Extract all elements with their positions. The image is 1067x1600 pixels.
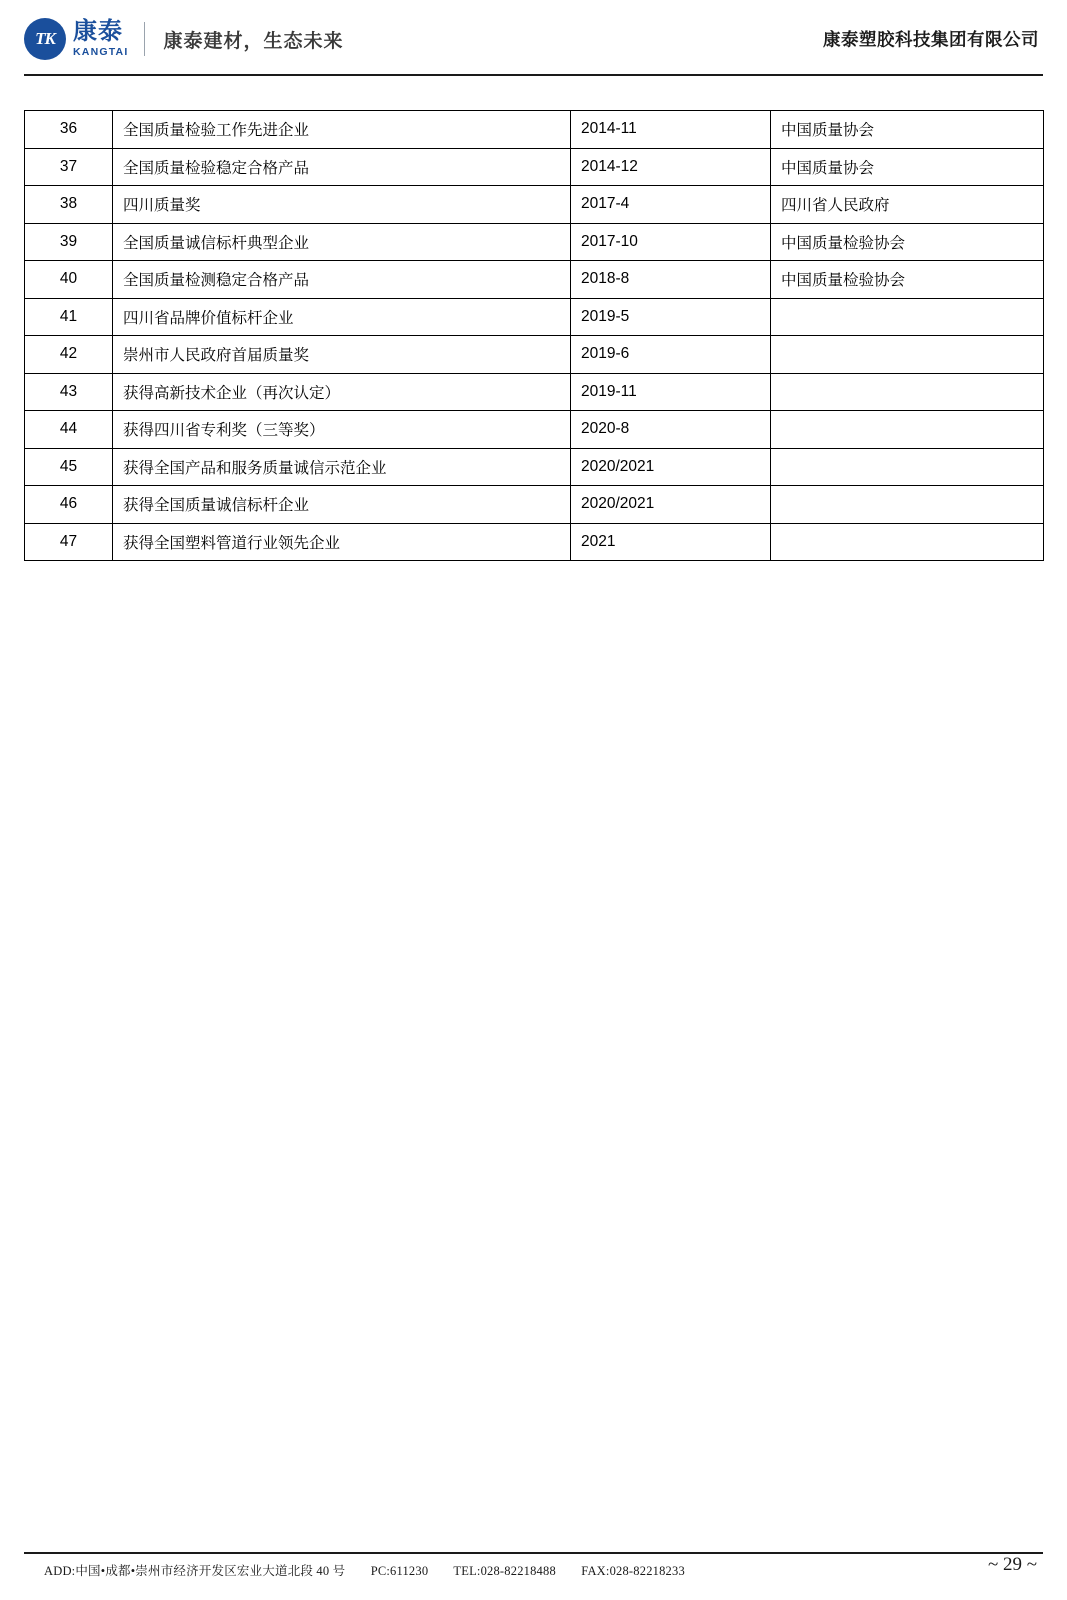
row-date: 2020/2021 — [571, 448, 771, 486]
table-row — [25, 223, 1044, 261]
table-row — [25, 411, 1044, 449]
row-date: 2020-8 — [571, 411, 771, 449]
row-number: 37 — [25, 148, 113, 186]
row-date: 2019-6 — [571, 336, 771, 374]
brand-block — [24, 18, 343, 60]
row-award-name: 全国质量诚信标杆典型企业 — [113, 223, 571, 261]
row-award-name: 获得高新技术企业（再次认定） — [113, 373, 571, 411]
row-organization: 中国质量检验协会 — [771, 261, 1044, 299]
row-number: 44 — [25, 411, 113, 449]
row-organization — [771, 411, 1044, 449]
header-rule — [24, 74, 1043, 76]
footer-tel: TEL:028-82218488 — [453, 1564, 556, 1578]
awards-table-body — [25, 111, 1044, 561]
row-date: 2020/2021 — [571, 486, 771, 524]
awards-table-wrapper — [24, 110, 1043, 561]
brand-slogan: 康泰建材，生态未来 — [163, 30, 344, 52]
row-award-name: 四川省品牌价值标杆企业 — [113, 298, 571, 336]
kangtai-logo-icon: TK — [24, 18, 66, 60]
row-number: 40 — [25, 261, 113, 299]
row-number: 36 — [25, 111, 113, 149]
row-number: 41 — [25, 298, 113, 336]
row-organization: 中国质量检验协会 — [771, 223, 1044, 261]
row-date: 2014-12 — [571, 148, 771, 186]
footer-rule — [24, 1552, 1043, 1554]
table-row — [25, 523, 1044, 561]
row-date: 2021 — [571, 523, 771, 561]
footer-fax: FAX:028-82218233 — [581, 1564, 685, 1578]
row-number: 47 — [25, 523, 113, 561]
row-organization — [771, 523, 1044, 561]
table-row — [25, 261, 1044, 299]
row-award-name: 全国质量检测稳定合格产品 — [113, 261, 571, 299]
table-row — [25, 486, 1044, 524]
company-name: 康泰塑胶科技集团有限公司 — [823, 29, 1039, 50]
row-organization — [771, 448, 1044, 486]
row-organization: 四川省人民政府 — [771, 186, 1044, 224]
footer-address: ADD:中国•成都•崇州市经济开发区宏业大道北段 40 号 — [44, 1564, 346, 1578]
header-divider — [144, 22, 145, 56]
awards-table — [24, 110, 1044, 561]
table-row — [25, 298, 1044, 336]
logo-english-name: KANGTAI — [73, 46, 129, 59]
page-footer — [24, 1552, 1043, 1582]
row-number: 45 — [25, 448, 113, 486]
row-number: 38 — [25, 186, 113, 224]
row-organization — [771, 486, 1044, 524]
row-organization — [771, 336, 1044, 374]
row-date: 2019-5 — [571, 298, 771, 336]
row-award-name: 获得四川省专利奖（三等奖） — [113, 411, 571, 449]
row-date: 2017-4 — [571, 186, 771, 224]
row-number: 42 — [25, 336, 113, 374]
row-organization: 中国质量协会 — [771, 148, 1044, 186]
logo-text-block — [73, 20, 128, 58]
table-row — [25, 148, 1044, 186]
row-date: 2019-11 — [571, 373, 771, 411]
row-award-name: 获得全国塑料管道行业领先企业 — [113, 523, 571, 561]
row-award-name: 全国质量检验工作先进企业 — [113, 111, 571, 149]
row-date: 2017-10 — [571, 223, 771, 261]
row-number: 43 — [25, 373, 113, 411]
row-date: 2018-8 — [571, 261, 771, 299]
footer-postcode: PC:611230 — [370, 1564, 429, 1578]
row-organization: 中国质量协会 — [771, 111, 1044, 149]
footer-contact-info — [44, 1561, 707, 1579]
row-organization — [771, 373, 1044, 411]
table-row — [25, 186, 1044, 224]
row-award-name: 获得全国质量诚信标杆企业 — [113, 486, 571, 524]
row-award-name: 崇州市人民政府首届质量奖 — [113, 336, 571, 374]
page-number: ~ 29 ~ — [987, 1554, 1037, 1575]
table-row — [25, 336, 1044, 374]
row-award-name: 全国质量检验稳定合格产品 — [113, 148, 571, 186]
row-number: 46 — [25, 486, 113, 524]
row-award-name: 四川质量奖 — [113, 186, 571, 224]
row-date: 2014-11 — [571, 111, 771, 149]
row-number: 39 — [25, 223, 113, 261]
table-row — [25, 448, 1044, 486]
table-row — [25, 111, 1044, 149]
row-organization — [771, 298, 1044, 336]
table-row — [25, 373, 1044, 411]
row-award-name: 获得全国产品和服务质量诚信示范企业 — [113, 448, 571, 486]
page-header — [0, 0, 1067, 78]
logo-chinese-name: 康泰 — [73, 18, 123, 46]
